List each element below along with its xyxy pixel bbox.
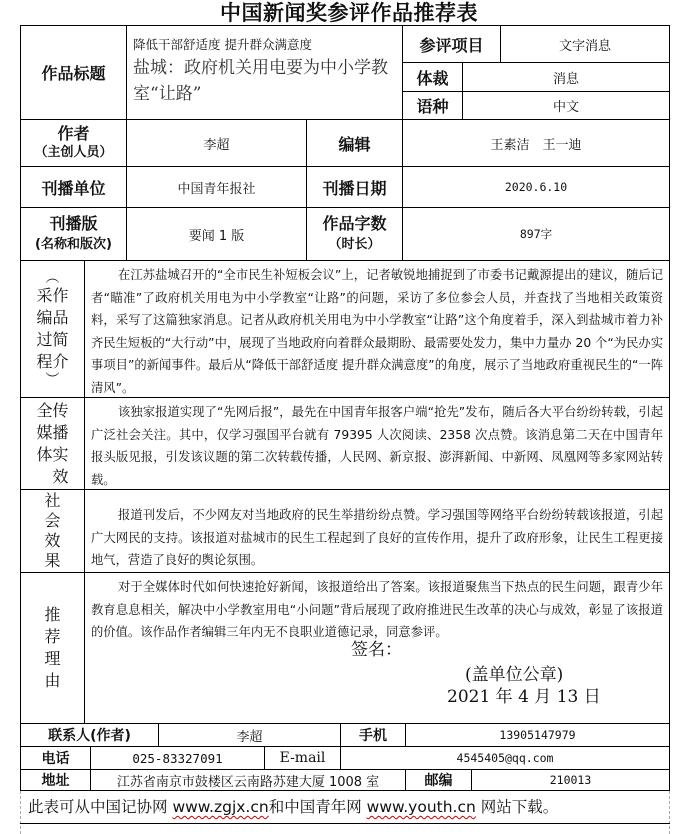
download-note-middle: 和中国青年网 [268,798,367,816]
social-label-line: 果 [44,551,61,570]
address-value: 江苏省南京市鼓楼区云南路苏建大厦 1008 室 [90,769,406,791]
postcode-label: 邮编 [405,769,472,791]
work-subtitle: 降低干部舒适度 提升群众满意度 [133,37,312,52]
spread-label-line: 效 [36,466,69,486]
social-label-line: 效 [44,531,61,550]
recommendation-label-line: 荐 [44,627,61,646]
edition-value: 要闻 1 版 [126,207,307,261]
download-note-suffix: 网站下载。 [475,798,559,816]
editor-label: 编辑 [306,119,403,167]
recommendation-text: 对于全媒体时代如何快速抢好新闻，该报道给出了答案。该报道聚焦当下热点的民生问题，跟青少年教育息息相关，解决中小学教室用电“小问题”背后展现了政府推进民生改革的决心与成效，彰显了该报道的价值。该作品作者编辑三年内无不良职业道德记录，同意参评。 [91,580,663,639]
recommendation-label-line: 由 [44,671,61,690]
contact-label: 联系人(作者) [20,723,159,747]
recommendation-label [20,572,85,724]
process-label [20,260,85,398]
postcode-value: 210013 [471,769,670,791]
genre-value: 消息 [462,62,670,92]
spread-effect-label [20,397,85,490]
edition-sublabel: (名称和版次) [35,237,112,252]
process-label-line: 程介 [36,352,69,371]
social-label-line: 会 [44,511,61,530]
spread-label-line: 体实 [36,444,69,464]
download-note [22,791,670,823]
publisher-value: 中国青年报社 [126,166,307,208]
process-label-line: 编品 [36,308,69,327]
social-effect-text: 报道刊发后，不少网友对当地政府的民生举措纷纷点赞。学习强国等网络平台纷纷转载该报道，引起广大网民的支持。该报道对盐城市的民生工程起到了良好的宣传作用，提升了政府形象，让民生工程更接地气，营造了良好的舆论氛围。 [91,508,663,567]
language-value: 中文 [462,91,670,120]
spread-label-line: 全传 [36,400,69,420]
process-label-line: 采作 [36,286,69,305]
phone-value: 025-83327091 [90,746,265,770]
download-note-prefix: 此表可从中国记协网 [28,798,173,816]
recommendation-date: 2021 年 4 月 13 日 [447,687,601,707]
work-title-label: 作品标题 [20,25,127,120]
edition-label-cell [20,207,127,261]
page-edge-left [20,791,21,834]
process-label-open: ︵ [45,270,60,286]
seal-label: (盖单位公章) [465,665,564,685]
word-count-label: 作品字数 [322,214,387,233]
recommendation-cell [84,572,670,724]
phone-label: 电话 [20,746,91,770]
form-title: 中国新闻奖参评作品推荐表 [220,0,478,25]
author-sublabel: （主创人员） [34,145,113,160]
author-label: 作者 [57,124,90,143]
social-effect-text-cell [84,489,670,573]
publish-date-label: 刊播日期 [306,166,403,208]
spread-effect-text-cell [84,397,670,490]
category-label: 参评项目 [402,25,501,63]
social-label-line: 社 [44,491,61,510]
word-count-label-cell [306,207,403,261]
author-label-cell [20,119,127,167]
word-count-value: 897字 [402,207,670,261]
publish-date-value: 2020.6.10 [402,166,670,208]
word-count-sublabel: （时长） [328,237,381,252]
edition-label: 刊播版 [49,214,98,233]
mobile-label: 手机 [340,723,406,747]
signature-label: 签名： [351,640,402,660]
editor-value: 王素洁 王一迪 [402,119,670,167]
process-text-cell [84,260,670,398]
mobile-value: 13905147979 [405,723,670,747]
social-effect-label [20,489,85,573]
email-label: E-mail [264,746,341,770]
zgjx-link[interactable]: www.zgjx.cn [172,798,269,816]
publisher-label: 刊播单位 [20,166,127,208]
spread-effect-text: 该独家报道实现了“先网后报”，最先在中国青年报客户端“抢先”发布，随后各大平台纷纷转载，引起广泛社会关注。其中，仅学习强国平台就有 79395 人次阅读、2358 次点赞。该消息第二天在中国青年报头版见报，引发该议题的第二次转载传播，人民网、新京报、澎湃新闻、中新网、凤凰网等多家网站转载。 [91,405,663,487]
youth-link[interactable]: www.youth.cn [366,798,476,816]
work-title-cell [126,25,403,120]
email-value[interactable]: 4545405@qq.com [340,746,670,770]
spread-label-line: 媒播 [36,422,69,442]
work-main-title: 盐城：政府机关用电要为中小学教室“让路” [133,58,388,104]
process-label-line: 过简 [36,330,69,349]
footer-divider [20,823,670,824]
author-value: 李超 [126,119,307,167]
category-value: 文字消息 [500,25,670,63]
process-text: 在江苏盐城召开的“全市民生补短板会议”上，记者敏锐地捕捉到了市委书记戴源提出的建议，随后记者“瞄准”了政府机关用电为中小学教室“让路”的问题，采访了多位参会人员，并查找了当地相关政策资料，采写了这篇独家消息。记者从政府机关用电为中小学教室“让路”这个角度着手，深入到盐城市着力补齐民生短板的“大行动”中，展现了当地政府向着群众最期盼、最需要处发力，集中力量办 20 个“为民办实事项目”的新闻事件。最后从“降低干部舒适度 提升群众满意度”的角度，展示了当地政府重视民生的“一阵清风”。 [91,268,663,395]
contact-value: 李超 [158,723,341,747]
address-label: 地址 [20,769,91,791]
genre-label: 体裁 [402,62,463,92]
recommendation-label-line: 理 [44,649,61,668]
language-label: 语种 [402,91,463,120]
process-label-close: ︶ [45,372,60,388]
recommendation-label-line: 推 [44,605,61,624]
